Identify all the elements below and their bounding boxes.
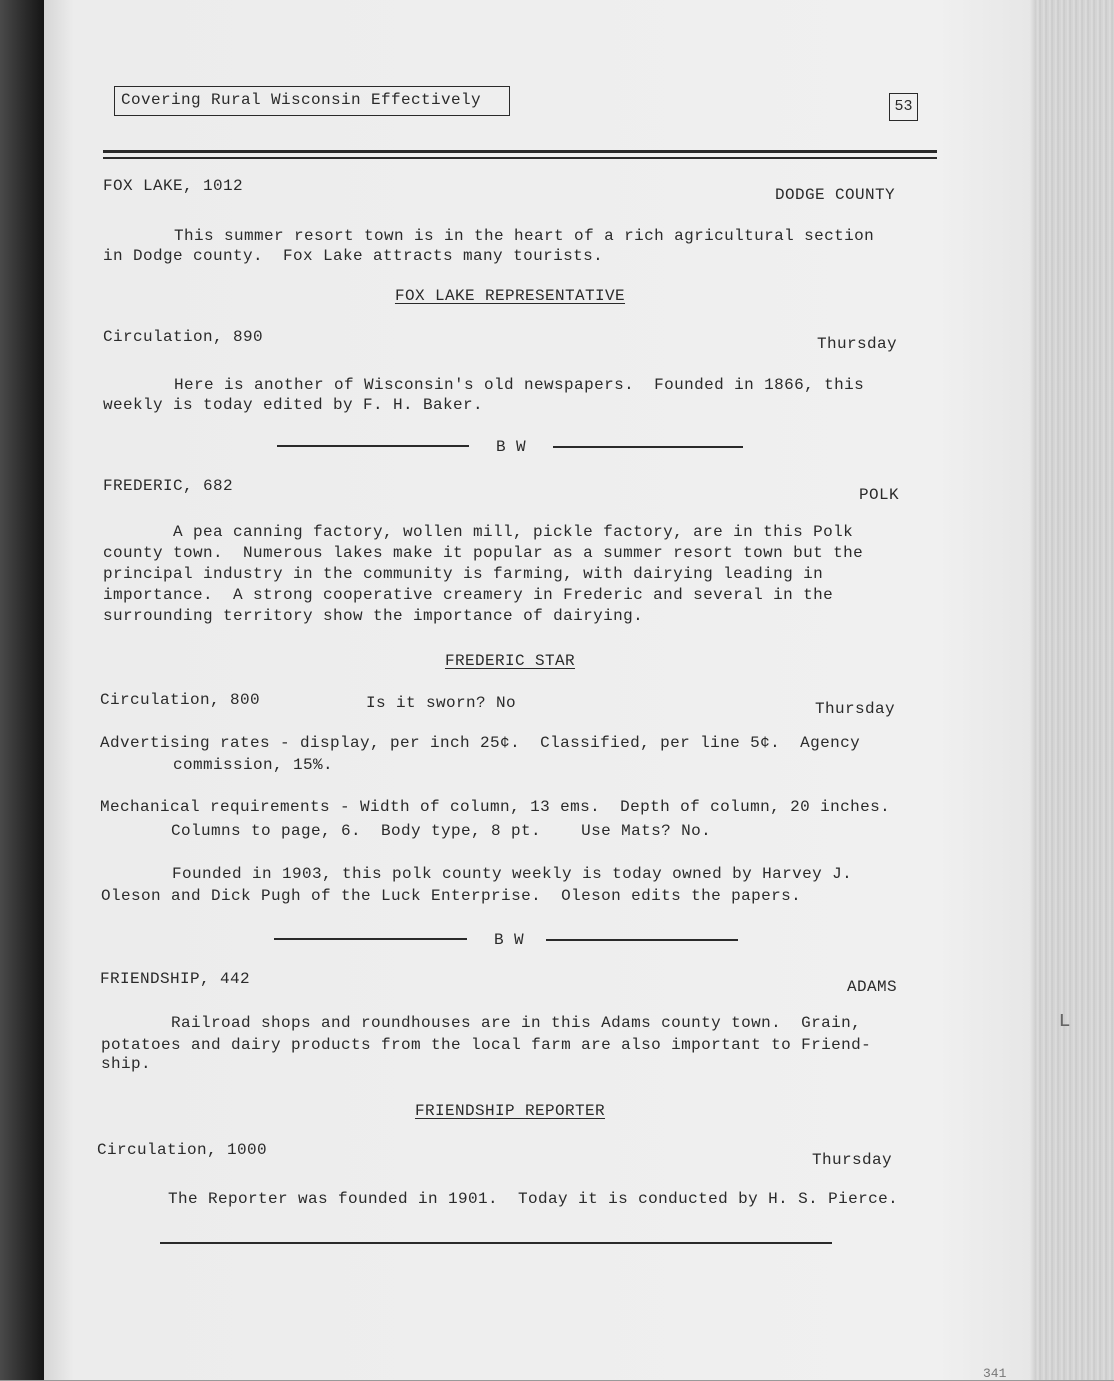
separator-line: [553, 446, 743, 448]
newspaper-notes: Here is another of Wisconsin's old newspapers. Founded in 1866, this: [174, 376, 865, 394]
separator-line: [274, 938, 467, 940]
town-description: surrounding territory show the importance of dairying.: [103, 607, 644, 625]
book-spine-shadow: [0, 0, 44, 1380]
header-rule-thick: [103, 150, 937, 153]
advertising-rates: commission, 15%.: [173, 756, 334, 774]
header-title: Covering Rural Wisconsin Effectively: [121, 91, 482, 109]
county-label: ADAMS: [847, 978, 898, 996]
advertising-rates: Advertising rates - display, per inch 25¢. Classified, per line 5¢. Agency: [100, 734, 861, 752]
town-heading: FOX LAKE, 1012: [103, 177, 244, 195]
county-label: POLK: [859, 486, 900, 504]
separator-label: B W: [495, 438, 526, 456]
newspaper-title: FRIENDSHIP REPORTER: [414, 1102, 606, 1120]
newspaper-title: FREDERIC STAR: [444, 652, 576, 670]
town-heading: FREDERIC, 682: [103, 477, 234, 495]
page-number: 53: [889, 93, 918, 121]
header-rule-thin: [103, 157, 937, 159]
separator-label: B W: [493, 931, 524, 949]
newspaper-title: FOX LAKE REPRESENTATIVE: [394, 287, 626, 305]
publication-day: Thursday: [817, 335, 898, 353]
newspaper-notes: Oleson and Dick Pugh of the Luck Enterprise. Oleson edits the papers.: [101, 887, 802, 905]
town-description: principal industry in the community is farming, with dairying leading in: [103, 565, 824, 583]
bottom-rule: [160, 1242, 832, 1244]
newspaper-notes: Founded in 1903, this polk county weekly is today owned by Harvey J.: [172, 865, 853, 883]
town-description: A pea canning factory, wollen mill, pickle factory, are in this Polk: [173, 523, 854, 541]
mechanical-requirements: Mechanical requirements - Width of column, 13 ems. Depth of column, 20 inches.: [100, 798, 891, 816]
newspaper-notes: weekly is today edited by F. H. Baker.: [103, 396, 484, 414]
town-description: ship.: [101, 1055, 152, 1073]
town-description: Railroad shops and roundhouses are in this Adams county town. Grain,: [171, 1014, 862, 1032]
town-description: county town. Numerous lakes make it popular as a summer resort town but the: [103, 544, 864, 562]
circulation: Circulation, 1000: [97, 1141, 268, 1159]
circulation: Circulation, 800: [100, 691, 261, 709]
publication-day: Thursday: [815, 700, 896, 718]
separator-line: [546, 939, 738, 941]
town-description: This summer resort town is in the heart of a rich agricultural section: [174, 227, 875, 245]
mechanical-requirements: Columns to page, 6. Body type, 8 pt. Use Mats? No.: [171, 822, 712, 840]
town-description: in Dodge county. Fox Lake attracts many tourists.: [103, 247, 604, 265]
margin-mark: 341: [983, 1366, 1007, 1381]
header-title-box: [114, 86, 510, 116]
page-edges: [1036, 0, 1114, 1380]
county-label: DODGE COUNTY: [775, 186, 896, 204]
circulation: Circulation, 890: [103, 328, 264, 346]
town-heading: FRIENDSHIP, 442: [100, 970, 251, 988]
newspaper-notes: The Reporter was founded in 1901. Today it is conducted by H. S. Pierce.: [168, 1190, 899, 1208]
separator-line: [277, 445, 469, 447]
sworn-status: Is it sworn? No: [366, 694, 517, 712]
margin-bracket-icon: ʟ: [1058, 1008, 1072, 1033]
town-description: importance. A strong cooperative creamery in Frederic and several in the: [103, 586, 834, 604]
town-description: potatoes and dairy products from the local farm are also important to Friend-: [101, 1036, 872, 1054]
publication-day: Thursday: [812, 1151, 893, 1169]
